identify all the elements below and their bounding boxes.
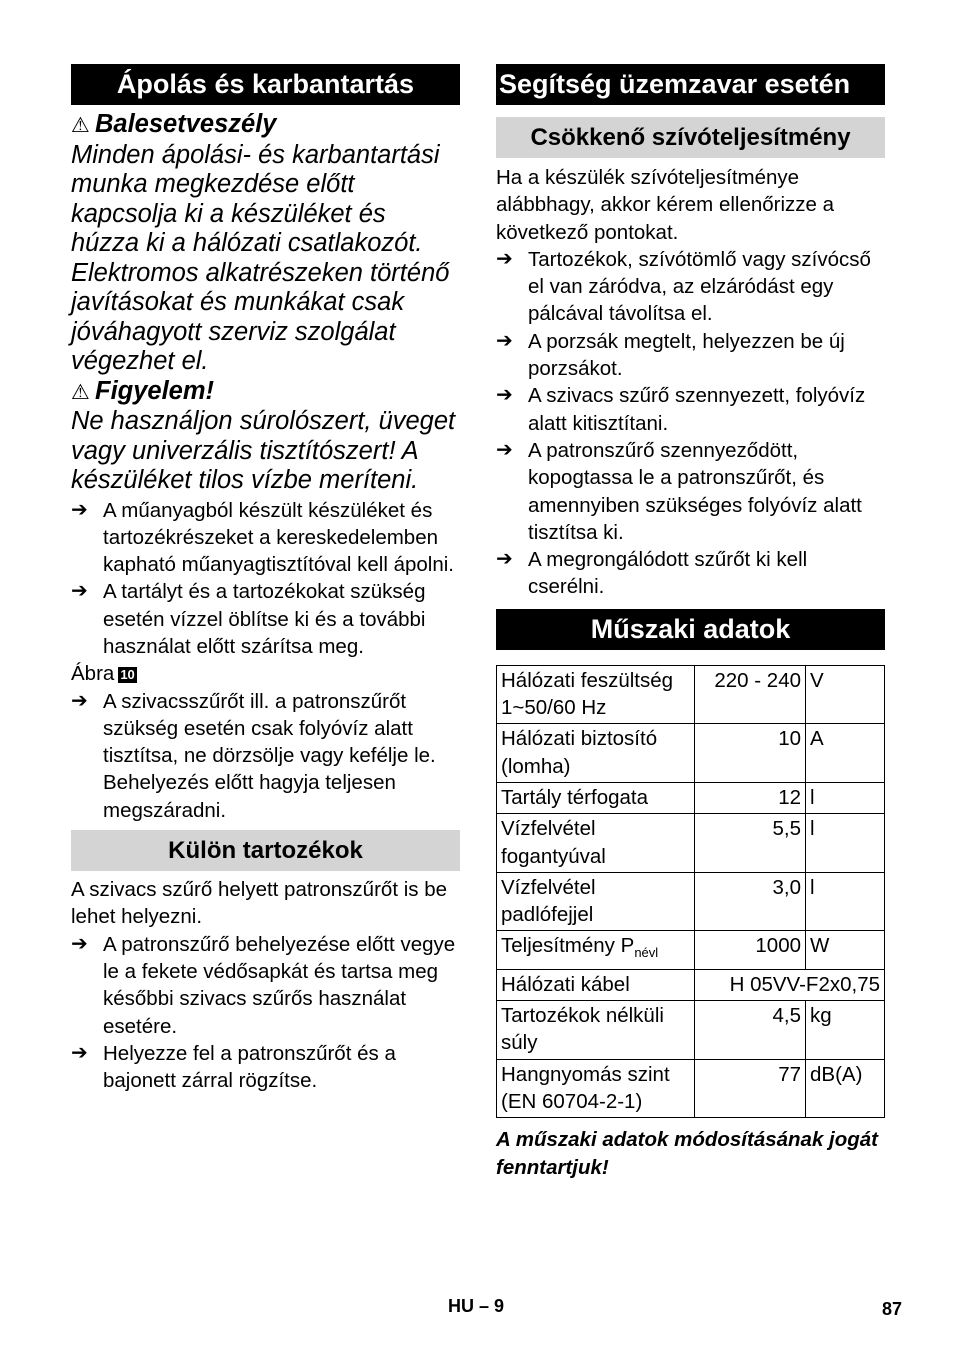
table-row: Tartozékok nélküli súly 4,5 kg <box>497 1001 885 1060</box>
list-item: ➔ A szivacs szűrő szennyezett, folyóvíz alatt kitisztítani. <box>496 384 866 435</box>
arrow-icon: ➔ <box>496 384 513 407</box>
arrow-icon: ➔ <box>496 329 513 352</box>
warning-triangle-icon: ⚠ <box>71 380 90 404</box>
warning-triangle-icon: ⚠ <box>71 114 90 137</box>
care-list-2 <box>71 688 460 824</box>
list-item: ➔ Tartozékok, szívótömlő vagy szívócső el van záródva, az elzáródást egy pálcával távolítsa el. <box>496 247 871 326</box>
list-item: ➔ A patronszűrő behelyezése előtt vegye le a fekete védősapkát és tartsa meg későbbi szivacs szűrős használat esetére. <box>71 932 456 1038</box>
arrow-icon: ➔ <box>496 247 513 270</box>
list-item: ➔ A műanyagból készült készüléket és tartozékrészeket a kereskedelemben kapható műanyagtisztítóval kell ápolni. <box>71 498 454 577</box>
warning-block-danger <box>71 110 460 377</box>
warning-block-attention <box>71 377 460 496</box>
table-row: Hálózati kábel H 05VV-F2x0,75 <box>497 969 885 1000</box>
arrow-icon: ➔ <box>71 932 88 955</box>
list-item: ➔ Helyezze fel a patronszűrőt és a bajonett zárral rögzítse. <box>71 1041 396 1093</box>
troubleshooting-list <box>496 246 885 601</box>
accessories-list <box>71 931 460 1095</box>
warning-text-danger: Minden ápolási- és karbantartási munka megkezdése előtt kapcsolja ki a készüléket és húzza ki a hálózati csatlakozót. Elektromos alkatrészeken történő javításokat és munkákat csak jóváhagyott szerviz szolgálat végezhet el. <box>71 140 450 375</box>
care-list-1 <box>71 497 460 661</box>
table-row: Hálózati biztosító (lomha) 10 A <box>497 724 885 783</box>
arrow-icon: ➔ <box>71 1041 88 1064</box>
arrow-icon: ➔ <box>71 689 88 712</box>
accessories-content <box>71 876 460 1094</box>
table-row: Vízfelvétel fogantyúval 5,5 l <box>497 814 885 873</box>
care-instructions <box>71 497 460 825</box>
warning-text-attention: Ne használjon súrolószert, üveget vagy univerzális tisztítószert! A készüléket tilos vízbe meríteni. <box>71 407 456 494</box>
warning-title-danger: Balesetveszély <box>95 110 277 138</box>
troubleshooting-content <box>496 164 885 601</box>
accessories-intro: A szivacs szűrő helyett patronszűrőt is be lehet helyezni. <box>71 878 448 929</box>
list-item: ➔ A patronszűrő szennyeződött, kopogtassa le a patronszűrőt, és amennyiben szükséges folyóvíz alatt tisztítsa ki. <box>496 438 862 544</box>
figure-number-icon: 10 <box>120 667 135 683</box>
table-row: Hangnyomás szint (EN 60704-2-1) 77 dB(A) <box>497 1059 885 1118</box>
arrow-icon: ➔ <box>71 580 88 603</box>
right-column <box>496 64 885 1181</box>
list-item: ➔ A tartályt és a tartozékokat szükség esetén vízzel öblítse ki és a további használat előtt szárítsa meg. <box>71 580 426 658</box>
footer-page-number: 87 <box>882 1299 903 1319</box>
tech-data-table <box>496 665 885 1118</box>
section-heading-tech-data: Műszaki adatok <box>496 609 885 650</box>
table-row: Hálózati feszültség 1~50/60 Hz 220 - 240 V <box>497 665 885 724</box>
footer-language-page: HU – 9 <box>448 1296 505 1316</box>
left-column <box>71 64 460 1094</box>
table-row: Vízfelvétel padlófejjel 3,0 l <box>497 872 885 931</box>
tech-data-note: A műszaki adatok módosításának jogát fenntartjuk! <box>496 1128 879 1179</box>
section-heading-troubleshooting: Segítség üzemzavar esetén <box>496 64 885 105</box>
arrow-icon: ➔ <box>496 438 513 461</box>
section-heading-accessories: Külön tartozékok <box>71 830 460 871</box>
table-row: Teljesítmény $P_{névl}$ 1000 W <box>497 931 885 969</box>
table-row: Tartály térfogata 12 l <box>497 782 885 813</box>
figure-reference: Ábra 10 <box>71 662 135 686</box>
arrow-icon: ➔ <box>496 548 513 571</box>
troubleshooting-intro: Ha a készülék szívóteljesítménye alábbhagy, akkor kérem ellenőrizze a következő pontokat. <box>496 166 835 244</box>
section-heading-care: Ápolás és karbantartás <box>71 64 460 105</box>
arrow-icon: ➔ <box>71 498 88 521</box>
list-item: ➔ A megrongálódott szűrőt ki kell cserélni. <box>496 548 808 599</box>
list-item: ➔ A szivacsszűrőt ill. a patronszűrőt szükség esetén csak folyóvíz alatt tisztítsa, ne dörzsölje vagy kefélje le. Behelyezés előtt hagyja teljesen megszáradni. <box>71 689 436 822</box>
warning-title-attention: Figyelem! <box>95 376 215 405</box>
list-item: ➔ A porzsák megtelt, helyezzen be új porzsákot. <box>496 329 845 381</box>
subheading-suction-loss: Csökkenő szívóteljesítmény <box>496 117 885 158</box>
